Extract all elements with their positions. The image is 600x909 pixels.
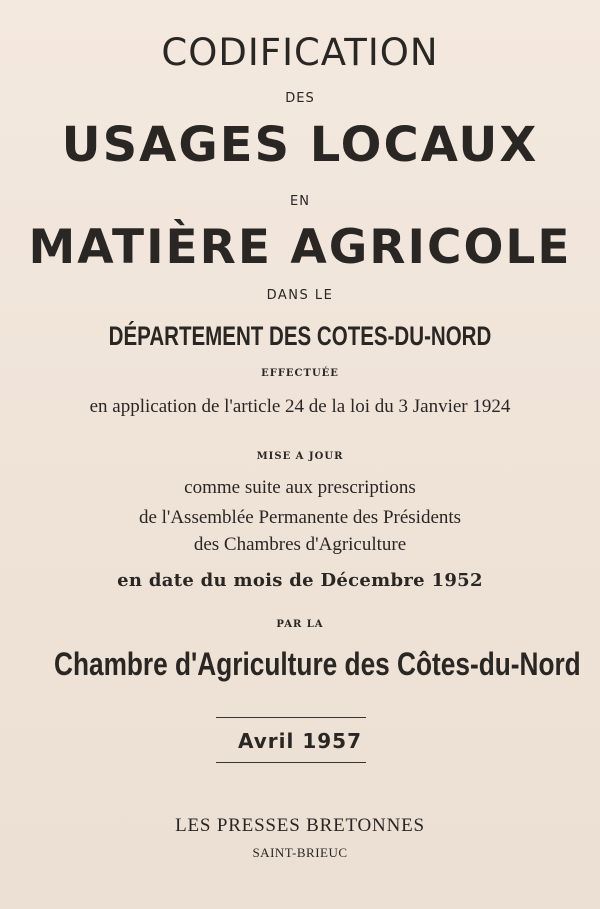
edition-date: Avril 1957 [237,729,362,753]
heading-departement: DÉPARTEMENT DES COTES-DU-NORD [108,321,492,351]
publisher-name: LES PRESSES BRETONNES [175,815,425,836]
heading-matiere-agricole: MATIÈRE AGRICOLE [28,220,572,275]
text-prescriptions: comme suite aux prescriptions [184,477,416,498]
connector-dans-le: DANS LE [266,288,334,303]
divider-bottom [216,762,366,763]
connector-des: DES [285,91,315,106]
text-application-loi: en application de l'article 24 de la loi du 3 Janvier 1924 [89,396,511,417]
publisher-city: SAINT-BRIEUC [252,845,348,860]
connector-en: EN [290,194,310,209]
text-date-decembre: en date du mois de Décembre 1952 [117,570,483,591]
heading-usages-locaux: USAGES LOCAUX [61,117,539,173]
text-chambres: des Chambres d'Agriculture [193,534,407,555]
heading-chambre-agriculture: Chambre d'Agriculture des Côtes-du-Nord [54,646,581,682]
label-mise-a-jour: MISE A JOUR [256,451,344,462]
divider-top [216,717,366,718]
label-effectuee: EFFECTUÉE [261,368,339,379]
label-par-la: PAR LA [276,619,324,630]
heading-codification: CODIFICATION [161,31,439,74]
text-assemblee: de l'Assemblée Permanente des Présidents [138,507,462,528]
